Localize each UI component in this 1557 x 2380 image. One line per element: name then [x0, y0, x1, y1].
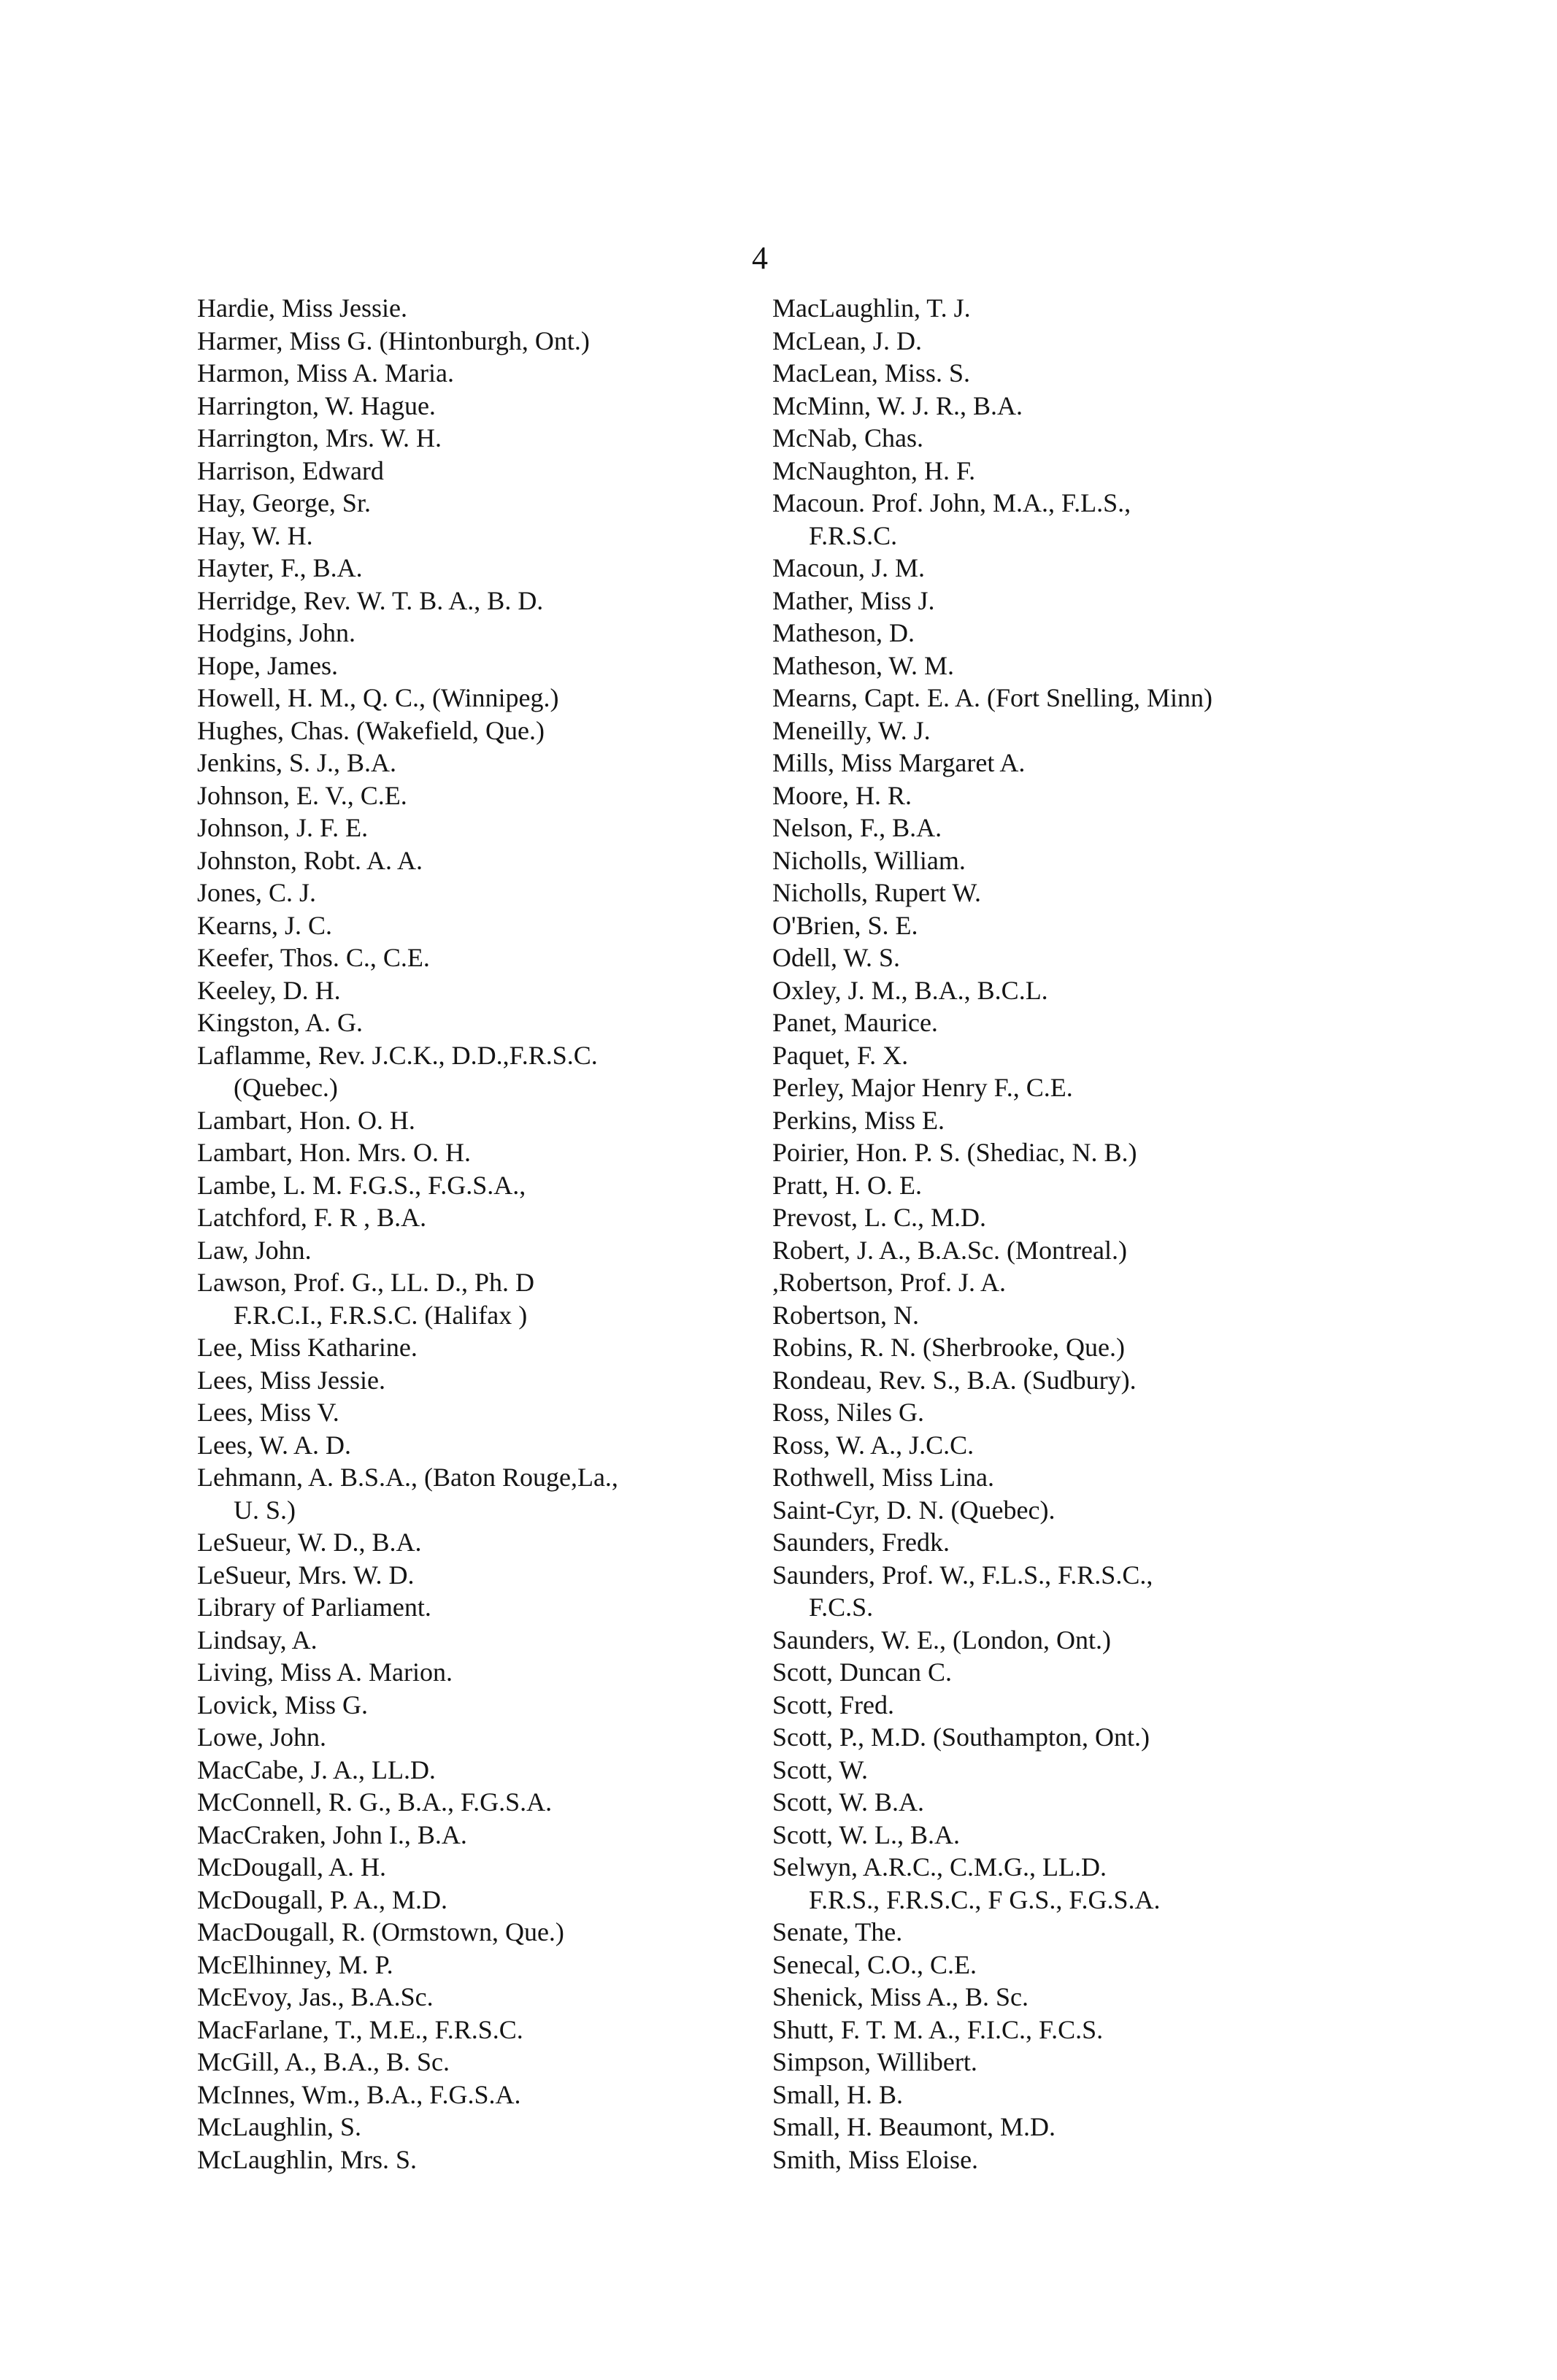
member-entry: Keeley, D. H. — [197, 975, 341, 1005]
member-entry: Lawson, Prof. G., LL. D., Ph. D — [197, 1268, 534, 1297]
member-entry: Lees, Miss Jessie. — [197, 1365, 385, 1395]
member-entry: McElhinney, M. P. — [197, 1949, 393, 1979]
member-entry: Prevost, L. C., M.D. — [772, 1203, 987, 1232]
member-entry: Lovick, Miss G. — [197, 1690, 368, 1719]
member-entry: Matheson, W. M. — [772, 650, 955, 680]
member-entry: Panet, Maurice. — [772, 1008, 938, 1037]
member-entry: O'Brien, S. E. — [772, 910, 918, 940]
member-entry: Lambe, L. M. F.G.S., F.G.S.A., — [197, 1170, 526, 1200]
member-entry: Paquet, F. X. — [772, 1040, 909, 1070]
member-entry: Hughes, Chas. (Wakefield, Que.) — [197, 715, 545, 745]
member-entry: Lees, Miss V. — [197, 1398, 339, 1427]
member-entry: McDougall, P. A., M.D. — [197, 1884, 448, 1914]
member-entry: Law, John. — [197, 1235, 312, 1265]
member-entry: Johnston, Robt. A. A. — [197, 845, 423, 875]
member-entry: Keefer, Thos. C., C.E. — [197, 943, 430, 972]
member-entry: MacFarlane, T., M.E., F.R.S.C. — [197, 2014, 523, 2044]
member-entry: Senecal, C.O., C.E. — [772, 1949, 977, 1979]
member-entry: McNab, Chas. — [772, 423, 923, 452]
member-entry: Nicholls, Rupert W. — [772, 878, 981, 907]
member-entry: Ross, Niles G. — [772, 1398, 925, 1427]
member-entry: Scott, Fred. — [772, 1690, 894, 1719]
member-entry: Pratt, H. O. E. — [772, 1170, 922, 1200]
member-entry-continuation: U. S.) — [234, 1495, 296, 1525]
member-entry: McGill, A., B.A., B. Sc. — [197, 2047, 450, 2076]
member-entry: Oxley, J. M., B.A., B.C.L. — [772, 975, 1048, 1005]
member-entry-continuation: F.R.C.I., F.R.S.C. (Halifax ) — [234, 1300, 528, 1330]
member-entry: Library of Parliament. — [197, 1593, 431, 1622]
member-entry: Hay, George, Sr. — [197, 488, 371, 517]
member-entry: Shenick, Miss A., B. Sc. — [772, 1982, 1029, 2011]
member-entry: Mills, Miss Margaret A. — [772, 748, 1026, 777]
member-entry: Macoun, J. M. — [772, 553, 925, 582]
member-entry: MacCraken, John I., B.A. — [197, 1819, 467, 1849]
member-entry: LeSueur, Mrs. W. D. — [197, 1560, 415, 1590]
member-entry: Howell, H. M., Q. C., (Winnipeg.) — [197, 683, 559, 712]
member-entry: Matheson, D. — [772, 618, 915, 647]
member-entry: McLaughlin, Mrs. S. — [197, 2144, 417, 2174]
member-entry: Kingston, A. G. — [197, 1008, 364, 1037]
member-entry: Lambart, Hon. O. H. — [197, 1105, 415, 1135]
member-entry: Kearns, J. C. — [197, 910, 332, 940]
member-entry: Scott, Duncan C. — [772, 1657, 952, 1687]
member-entry: Hodgins, John. — [197, 618, 356, 647]
member-entry: Mearns, Capt. E. A. (Fort Snelling, Minn) — [772, 683, 1212, 712]
member-entry: MacLean, Miss. S. — [772, 358, 970, 388]
member-entry: Johnson, E. V., C.E. — [197, 780, 407, 810]
member-entry: Hope, James. — [197, 650, 338, 680]
member-entry: Herridge, Rev. W. T. B. A., B. D. — [197, 585, 544, 615]
member-entry-continuation: F.R.S.C. — [809, 520, 898, 550]
member-entry: McLaughlin, S. — [197, 2112, 361, 2141]
member-entry: Harrington, W. Hague. — [197, 390, 436, 420]
member-entry: Rothwell, Miss Lina. — [772, 1463, 994, 1492]
member-entry: McInnes, Wm., B.A., F.G.S.A. — [197, 2079, 521, 2109]
member-entry: Poirier, Hon. P. S. (Shediac, N. B.) — [772, 1138, 1137, 1167]
member-entry: Latchford, F. R , B.A. — [197, 1203, 427, 1232]
member-entry: Harmer, Miss G. (Hintonburgh, Ont.) — [197, 326, 590, 355]
member-entry: Lee, Miss Katharine. — [197, 1333, 418, 1362]
member-entry: Harrington, Mrs. W. H. — [197, 423, 442, 452]
member-entry: Smith, Miss Eloise. — [772, 2144, 979, 2174]
member-entry: Saunders, W. E., (London, Ont.) — [772, 1625, 1111, 1655]
member-entry: Jones, C. J. — [197, 878, 317, 907]
member-entry: MacDougall, R. (Ormstown, Que.) — [197, 1917, 564, 1946]
member-entry: Mather, Miss J. — [772, 585, 935, 615]
member-entry: McDougall, A. H. — [197, 1852, 386, 1882]
member-entry: Odell, W. S. — [772, 943, 901, 972]
member-entry: Nicholls, William. — [772, 845, 966, 875]
member-entry: Rondeau, Rev. S., B.A. (Sudbury). — [772, 1365, 1137, 1395]
member-entry: Laflamme, Rev. J.C.K., D.D.,F.R.S.C. — [197, 1040, 598, 1070]
member-entry: Senate, The. — [772, 1917, 903, 1946]
member-entry: Moore, H. R. — [772, 780, 912, 810]
page-number: 4 — [752, 240, 768, 276]
member-entry: Scott, P., M.D. (Southampton, Ont.) — [772, 1722, 1150, 1752]
member-entry: Living, Miss A. Marion. — [197, 1657, 453, 1687]
member-entry: McNaughton, H. F. — [772, 455, 976, 485]
member-entry: McMinn, W. J. R., B.A. — [772, 390, 1023, 420]
member-entry: Meneilly, W. J. — [772, 715, 931, 745]
member-entry: Harmon, Miss A. Maria. — [197, 358, 454, 388]
member-entry: Lindsay, A. — [197, 1625, 318, 1655]
member-entry: Saunders, Fredk. — [772, 1528, 950, 1557]
member-entry: Robins, R. N. (Sherbrooke, Que.) — [772, 1333, 1125, 1362]
member-entry: Simpson, Willibert. — [772, 2047, 977, 2076]
member-entry: MacCabe, J. A., LL.D. — [197, 1755, 436, 1784]
member-entry-continuation: F.C.S. — [809, 1593, 874, 1622]
member-entry: McConnell, R. G., B.A., F.G.S.A. — [197, 1787, 553, 1817]
member-entry: Macoun. Prof. John, M.A., F.L.S., — [772, 488, 1131, 517]
member-entry-continuation: (Quebec.) — [234, 1073, 338, 1102]
member-list-left-column — [197, 292, 618, 2176]
member-entry: LeSueur, W. D., B.A. — [197, 1528, 422, 1557]
member-entry: Scott, W. — [772, 1755, 869, 1784]
member-entry: Lees, W. A. D. — [197, 1430, 351, 1460]
member-entry: Harrison, Edward — [197, 455, 384, 485]
member-entry: MacLaughlin, T. J. — [772, 293, 971, 323]
member-entry: Jenkins, S. J., B.A. — [197, 748, 397, 777]
member-entry: Saunders, Prof. W., F.L.S., F.R.S.C., — [772, 1560, 1153, 1590]
member-list-right-column — [772, 292, 1212, 2176]
member-entry: McEvoy, Jas., B.A.Sc. — [197, 1982, 434, 2011]
member-entry: Small, H. B. — [772, 2079, 904, 2109]
member-entry: ,Robertson, Prof. J. A. — [772, 1268, 1007, 1297]
member-entry: Hay, W. H. — [197, 520, 313, 550]
member-entry-continuation: F.R.S., F.R.S.C., F G.S., F.G.S.A. — [809, 1884, 1161, 1914]
member-entry: Hardie, Miss Jessie. — [197, 293, 407, 323]
member-entry: Scott, W. B.A. — [772, 1787, 925, 1817]
member-entry: Shutt, F. T. M. A., F.I.C., F.C.S. — [772, 2014, 1104, 2044]
member-entry: Lowe, John. — [197, 1722, 326, 1752]
member-entry: Lehmann, A. B.S.A., (Baton Rouge,La., — [197, 1463, 618, 1492]
member-entry: Hayter, F., B.A. — [197, 553, 363, 582]
member-entry: Johnson, J. F. E. — [197, 813, 369, 842]
member-entry: Lambart, Hon. Mrs. O. H. — [197, 1138, 471, 1167]
member-entry: Scott, W. L., B.A. — [772, 1819, 961, 1849]
member-entry: Perkins, Miss E. — [772, 1105, 945, 1135]
member-entry: Robert, J. A., B.A.Sc. (Montreal.) — [772, 1235, 1127, 1265]
member-entry: Selwyn, A.R.C., C.M.G., LL.D. — [772, 1852, 1107, 1882]
member-entry: Ross, W. A., J.C.C. — [772, 1430, 974, 1460]
member-entry: Robertson, N. — [772, 1300, 919, 1330]
member-entry: Nelson, F., B.A. — [772, 813, 942, 842]
member-entry: Perley, Major Henry F., C.E. — [772, 1073, 1073, 1102]
member-entry: McLean, J. D. — [772, 326, 922, 355]
member-entry: Small, H. Beaumont, M.D. — [772, 2112, 1056, 2141]
member-entry: Saint-Cyr, D. N. (Quebec). — [772, 1495, 1056, 1525]
